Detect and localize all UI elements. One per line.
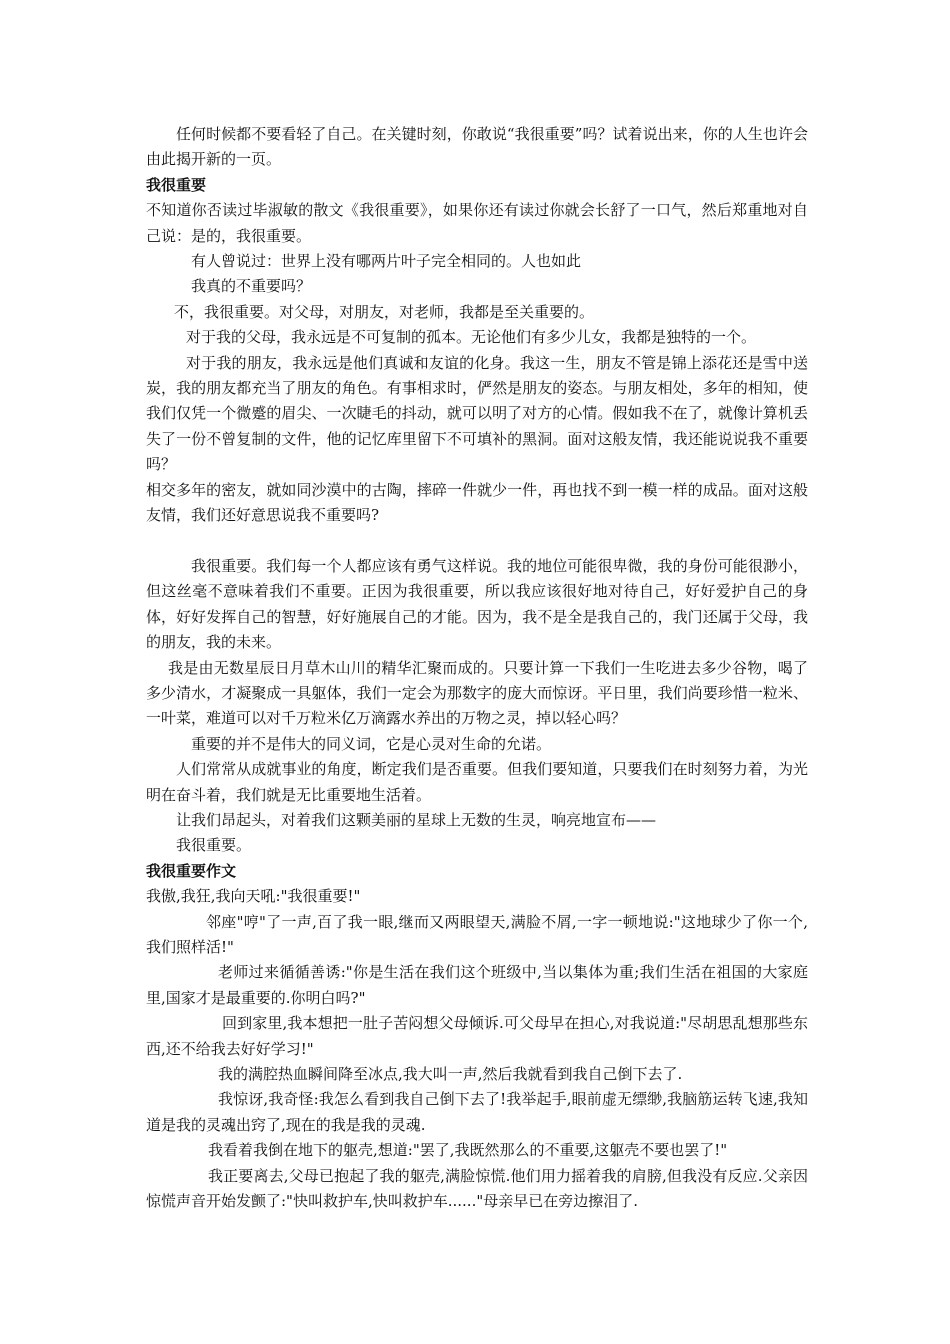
paragraph: 我正要离去,父母已抱起了我的躯壳,满脸惊慌.他们用力摇着我的肩膀,但我没有反应.父亲因惊慌声音开始发颤了:"快叫救护车,快叫救护车......"母亲早已在旁边擦泪了. <box>146 1166 808 1211</box>
paragraph: 我真的不重要吗？ <box>191 277 312 296</box>
document-page <box>146 122 808 1214</box>
paragraph: 重要的并不是伟大的同义词，它是心灵对生命的允诺。 <box>191 734 552 753</box>
paragraph: 我是由无数星辰日月草木山川的精华汇聚而成的。只要计算一下我们一生吃进去多少谷物，喝了多少清水，才凝聚成一具躯体，我们一定会为那数字的庞大而惊讶。平日里，我们尚要珍惜一粒米、一叶菜，难道可以对千万粒米亿万滴露水养出的万物之灵，掉以轻心吗？ <box>146 658 808 728</box>
section-heading-zuowen: 我很重要作文 <box>146 861 237 880</box>
section-heading-wo-hen-zhongyao: 我很重要 <box>146 175 207 194</box>
intro-paragraph: 任何时候都不要看轻了自己。在关键时刻，你敢说“我很重要”吗？试着说出来，你的人生也许会由此揭开新的一页。 <box>146 125 808 169</box>
paragraph: 不，我很重要。对父母，对朋友，对老师，我都是至关重要的。 <box>174 302 595 321</box>
paragraph: 回到家里,我本想把一肚子苦闷想父母倾诉.可父母早在担心,对我说道:"尽胡思乱想那些东西,还不给我去好好学习!" <box>146 1014 808 1058</box>
paragraph: 我看着我倒在地下的躯壳,想道:"罢了,我既然那么的不重要,这躯壳不要也罢了!" <box>208 1141 728 1160</box>
paragraph: 相交多年的密友，就如同沙漠中的古陶，摔碎一件就少一件，再也找不到一模一样的成品。面对这般友情，我们还好意思说我不重要吗? <box>146 480 808 525</box>
paragraph: 老师过来循循善诱:"你是生活在我们这个班级中,当以集体为重;我们生活在祖国的大家庭里,国家才是最重要的.你明白吗?" <box>146 963 808 1007</box>
paragraph: 我惊讶,我奇怪:我怎么看到我自己倒下去了!我举起手,眼前虚无缥缈,我脑筋运转飞速,我知道是我的灵魂出窍了,现在的我是我的灵魂. <box>146 1090 808 1134</box>
paragraph: 我傲,我狂,我向天吼:"我很重要!" <box>146 887 361 906</box>
paragraph: 对于我的父母，我永远是不可复制的孤本。无论他们有多少儿女，我都是独特的一个。 <box>186 328 757 347</box>
paragraph: 我很重要。我们每一个人都应该有勇气这样说。我的地位可能很卑微，我的身份可能很渺小，但这丝毫不意味着我们不重要。正因为我很重要，所以我应该很好地对待自己，好好爱护自己的身体，好好发挥自己的智慧，好好施展自己的才能。因为，我不是全是我自己的，我门还属于父母，我的朋友，我的未来。 <box>146 556 808 652</box>
paragraph: 邻座"哼"了一声,百了我一眼,继而又两眼望天,满脸不屑,一字一顿地说:"这地球少了你一个,我们照样活!" <box>146 912 808 956</box>
paragraph: 不知道你否读过毕淑敏的散文《我很重要》，如果你还有读过你就会长舒了一口气，然后郑重地对自己说：是的，我很重要。 <box>146 201 808 245</box>
blank-line <box>146 529 808 554</box>
paragraph: 对于我的朋友，我永远是他们真诚和友谊的化身。我这一生，朋友不管是锦上添花还是雪中送炭，我的朋友都充当了朋友的角色。有事相求时，俨然是朋友的姿态。与朋友相处，多年的相知，使我们仅凭一个微蹙的眉尖、一次睫毛的抖动，就可以明了对方的心情。假如我不在了，就像计算机丢失了一份不曾复制的文件，他的记忆库里留下不可填补的黑洞。面对这般友情，我还能说说我不重要吗？ <box>146 353 808 474</box>
paragraph: 我的满腔热血瞬间降至冰点,我大叫一声,然后我就看到我自己倒下去了. <box>218 1065 683 1084</box>
paragraph: 人们常常从成就事业的角度，断定我们是否重要。但我们要知道，只要我们在时刻努力着，为光明在奋斗着，我们就是无比重要地生活着。 <box>146 760 808 804</box>
paragraph: 让我们昂起头，对着我们这颗美丽的星球上无数的生灵，响亮地宣布—— <box>176 810 657 829</box>
paragraph: 有人曾说过：世界上没有哪两片叶子完全相同的。人也如此 <box>191 252 582 271</box>
paragraph: 我很重要。 <box>176 836 252 855</box>
